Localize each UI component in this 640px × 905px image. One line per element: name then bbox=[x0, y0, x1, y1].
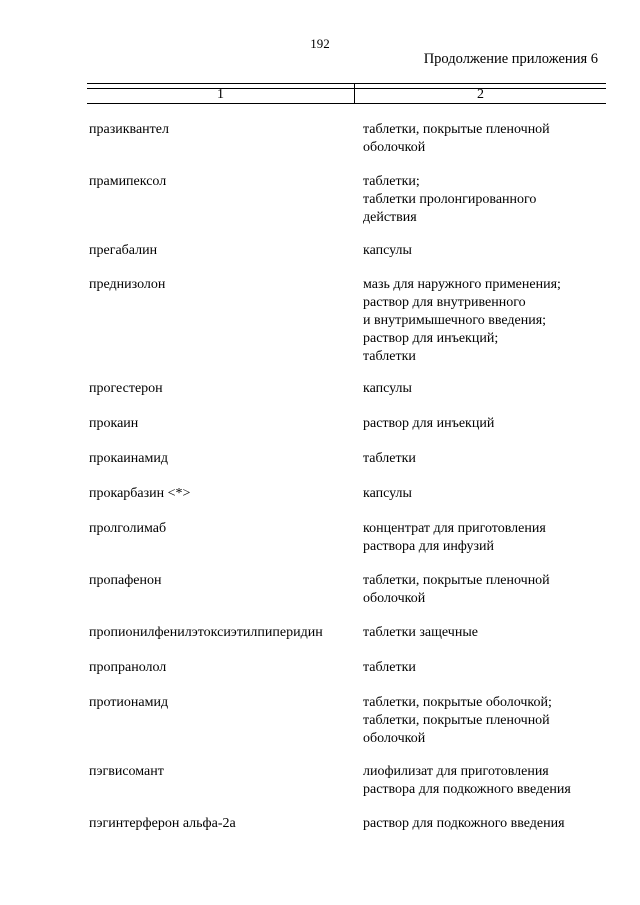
dosage-forms bbox=[363, 276, 613, 366]
dosage-forms bbox=[363, 815, 613, 833]
drug-name: празиквантел bbox=[89, 122, 169, 137]
drug-name: прегабалин bbox=[89, 243, 158, 258]
dosage-forms bbox=[363, 121, 613, 157]
dosage-form-line: капсулы bbox=[363, 486, 412, 501]
header-bottom-rule bbox=[87, 103, 606, 104]
drug-name: прогестерон bbox=[89, 381, 163, 396]
dosage-form-line: таблетки bbox=[363, 660, 416, 675]
dosage-form-line: раствор для внутривенного bbox=[363, 295, 526, 310]
dosage-form-line: таблетки bbox=[363, 349, 416, 364]
dosage-form-line: раствор для инъекций; bbox=[363, 331, 499, 346]
dosage-form-line: лиофилизат для приготовления bbox=[363, 764, 549, 779]
dosage-form-line: оболочкой bbox=[363, 591, 426, 606]
dosage-forms bbox=[363, 415, 613, 433]
dosage-form-line: оболочкой bbox=[363, 140, 426, 155]
dosage-forms bbox=[363, 450, 613, 468]
drug-name: пропафенон bbox=[89, 573, 162, 588]
dosage-form-line: и внутримышечного введения; bbox=[363, 313, 547, 328]
dosage-forms bbox=[363, 572, 613, 608]
dosage-form-line: раствор для инъекций bbox=[363, 416, 495, 431]
table-header bbox=[87, 83, 606, 107]
drug-name: пэгвисомант bbox=[89, 764, 164, 779]
dosage-forms bbox=[363, 242, 613, 260]
dosage-form-line: мазь для наружного применения; bbox=[363, 277, 561, 292]
dosage-forms bbox=[363, 763, 613, 799]
dosage-forms bbox=[363, 520, 613, 556]
header-top-rule bbox=[87, 83, 606, 84]
dosage-form-line: раствора для инфузий bbox=[363, 539, 495, 554]
drug-name: прамипексол bbox=[89, 174, 167, 189]
dosage-form-line: оболочкой bbox=[363, 731, 426, 746]
drug-name: пропионилфенилэтоксиэтилпиперидин bbox=[89, 625, 323, 640]
dosage-forms bbox=[363, 485, 613, 503]
dosage-form-line: таблетки; bbox=[363, 174, 420, 189]
dosage-form-line: таблетки, покрытые пленочной bbox=[363, 122, 550, 137]
dosage-form-line: капсулы bbox=[363, 243, 412, 258]
drug-name: протионамид bbox=[89, 695, 169, 710]
dosage-form-line: раствора для подкожного введения bbox=[363, 782, 571, 797]
page-number: 192 bbox=[310, 36, 330, 51]
drug-name: прокаин bbox=[89, 416, 139, 431]
column-number-2: 2 bbox=[477, 87, 484, 102]
dosage-forms bbox=[363, 380, 613, 398]
column-number-1: 1 bbox=[217, 87, 224, 102]
drug-name: прокарбазин <*> bbox=[89, 486, 191, 501]
drug-name: преднизолон bbox=[89, 277, 166, 292]
dosage-forms bbox=[363, 624, 613, 642]
dosage-form-line: действия bbox=[363, 210, 417, 225]
drug-name: прокаинамид bbox=[89, 451, 168, 466]
dosage-form-line: таблетки bbox=[363, 451, 416, 466]
dosage-form-line: раствор для подкожного введения bbox=[363, 816, 565, 831]
dosage-forms bbox=[363, 659, 613, 677]
continuation-caption: Продолжение приложения 6 bbox=[423, 51, 598, 67]
dosage-form-line: капсулы bbox=[363, 381, 412, 396]
dosage-form-line: таблетки, покрытые оболочкой; bbox=[363, 695, 552, 710]
dosage-form-line: таблетки защечные bbox=[363, 625, 478, 640]
dosage-forms bbox=[363, 173, 613, 227]
dosage-forms bbox=[363, 694, 613, 748]
dosage-form-line: таблетки пролонгированного bbox=[363, 192, 537, 207]
dosage-form-line: таблетки, покрытые пленочной bbox=[363, 573, 550, 588]
drug-name: пэгинтерферон альфа-2а bbox=[89, 816, 236, 831]
drug-name: пропранолол bbox=[89, 660, 167, 675]
dosage-form-line: концентрат для приготовления bbox=[363, 521, 546, 536]
drug-name: пролголимаб bbox=[89, 521, 167, 536]
dosage-form-line: таблетки, покрытые пленочной bbox=[363, 713, 550, 728]
